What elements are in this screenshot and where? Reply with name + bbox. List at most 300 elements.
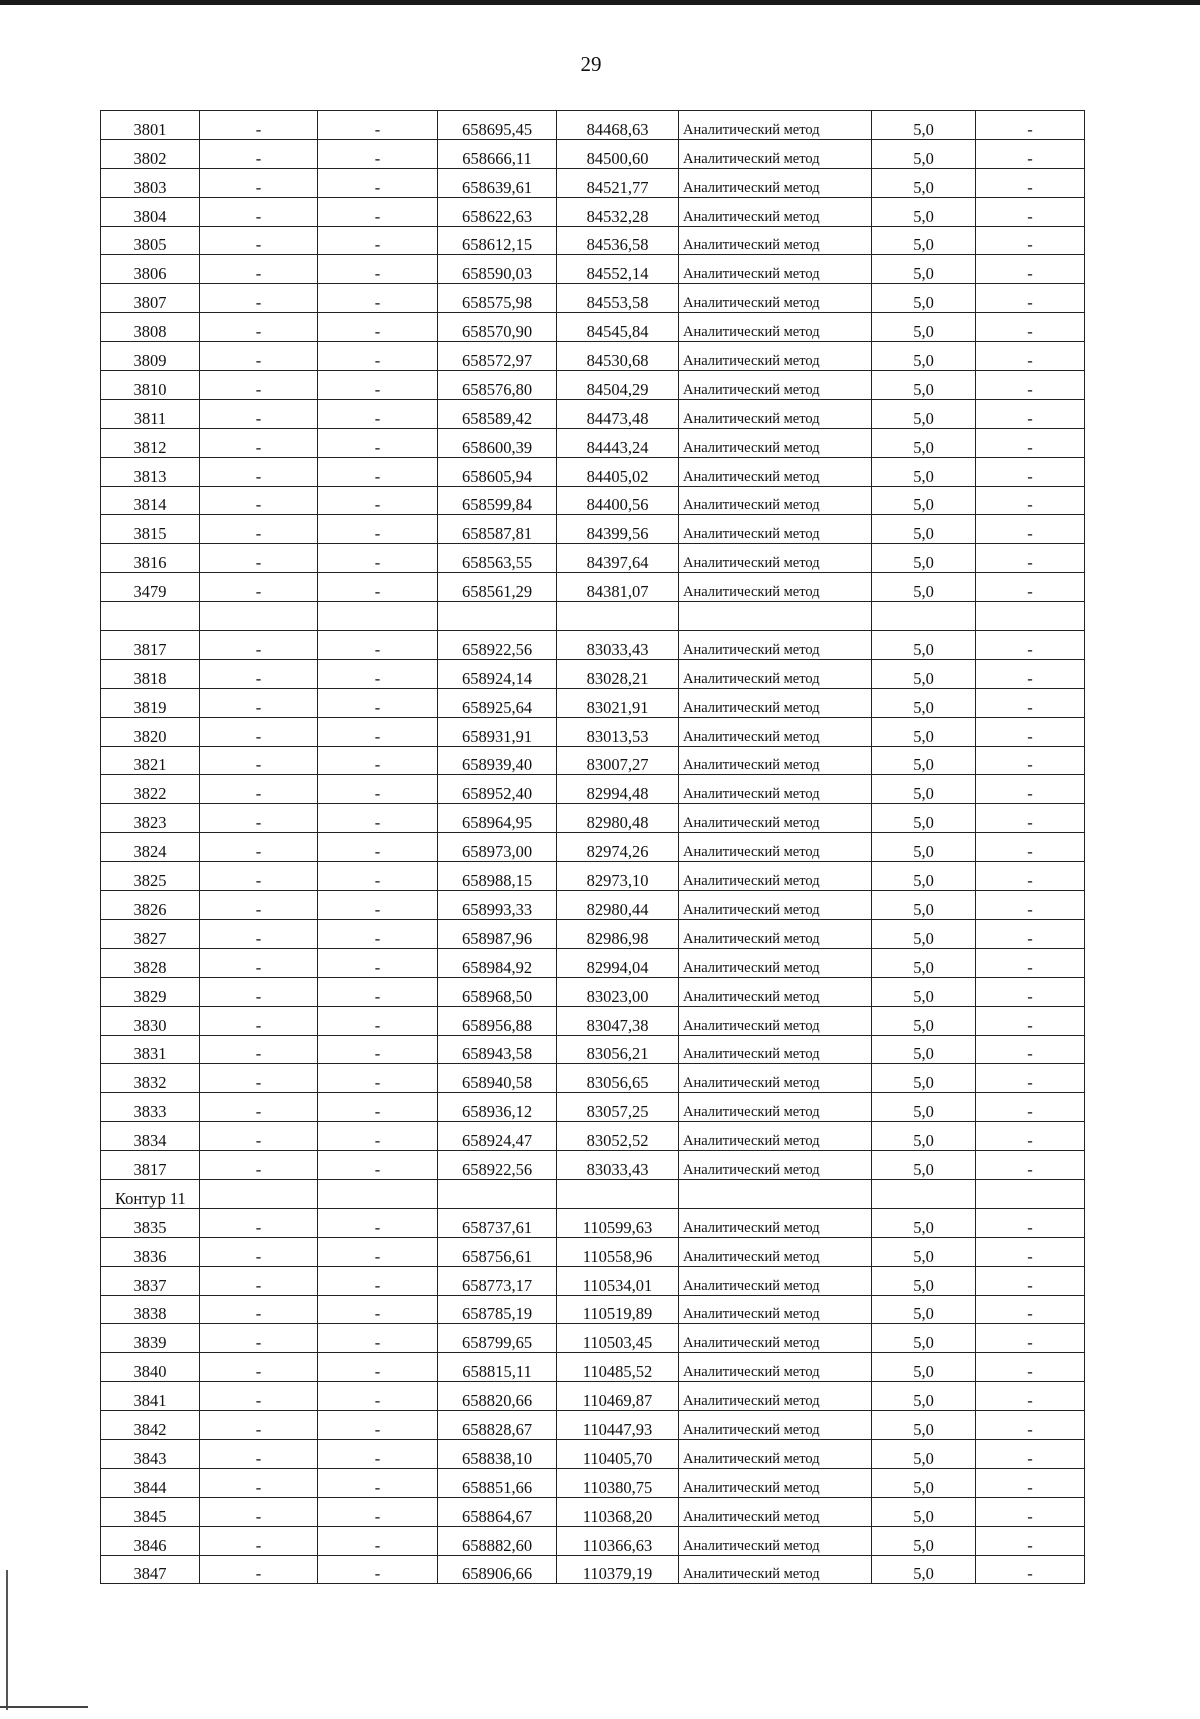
x-coordinate-cell: 658622,63 bbox=[438, 197, 557, 226]
table-row bbox=[101, 1006, 1085, 1035]
method-cell: Аналитический метод bbox=[679, 197, 872, 226]
col2-cell: - bbox=[200, 1035, 318, 1064]
x-coordinate-cell: 658666,11 bbox=[438, 139, 557, 168]
method-cell: Аналитический метод bbox=[679, 284, 872, 313]
col3-cell: - bbox=[318, 168, 438, 197]
col2-cell: - bbox=[200, 1006, 318, 1035]
point-number-cell: 3827 bbox=[101, 919, 200, 948]
table-row bbox=[101, 833, 1085, 862]
col2-cell: - bbox=[200, 1353, 318, 1382]
empty-cell bbox=[976, 1179, 1085, 1208]
method-cell: Аналитический метод bbox=[679, 977, 872, 1006]
y-coordinate-cell: 83056,21 bbox=[557, 1035, 679, 1064]
method-cell: Аналитический метод bbox=[679, 804, 872, 833]
point-number-cell: 3837 bbox=[101, 1266, 200, 1295]
y-coordinate-cell: 84400,56 bbox=[557, 486, 679, 515]
method-cell: Аналитический метод bbox=[679, 399, 872, 428]
accuracy-cell: 5,0 bbox=[872, 342, 976, 371]
col2-cell: - bbox=[200, 1151, 318, 1180]
accuracy-cell: 5,0 bbox=[872, 371, 976, 400]
col2-cell: - bbox=[200, 1208, 318, 1237]
accuracy-cell: 5,0 bbox=[872, 659, 976, 688]
accuracy-cell: 5,0 bbox=[872, 457, 976, 486]
accuracy-cell: 5,0 bbox=[872, 862, 976, 891]
point-number-cell bbox=[101, 602, 200, 631]
table-row bbox=[101, 1353, 1085, 1382]
method-cell: Аналитический метод bbox=[679, 833, 872, 862]
accuracy-cell bbox=[872, 602, 976, 631]
point-number-cell: 3817 bbox=[101, 1151, 200, 1180]
method-cell: Аналитический метод bbox=[679, 746, 872, 775]
table-row bbox=[101, 226, 1085, 255]
point-number-cell: 3847 bbox=[101, 1555, 200, 1584]
x-coordinate-cell: 658922,56 bbox=[438, 1151, 557, 1180]
point-number-cell: 3807 bbox=[101, 284, 200, 313]
table-row bbox=[101, 1295, 1085, 1324]
col8-cell: - bbox=[976, 862, 1085, 891]
method-cell: Аналитический метод bbox=[679, 1006, 872, 1035]
table-row bbox=[101, 371, 1085, 400]
col8-cell: - bbox=[976, 1006, 1085, 1035]
table-row bbox=[101, 1122, 1085, 1151]
top-border-line bbox=[0, 0, 1200, 5]
x-coordinate-cell: 658864,67 bbox=[438, 1497, 557, 1526]
point-number-cell: 3806 bbox=[101, 255, 200, 284]
point-number-cell: 3835 bbox=[101, 1208, 200, 1237]
accuracy-cell: 5,0 bbox=[872, 1093, 976, 1122]
table-row bbox=[101, 168, 1085, 197]
method-cell: Аналитический метод bbox=[679, 1411, 872, 1440]
table-row bbox=[101, 399, 1085, 428]
x-coordinate-cell: 658922,56 bbox=[438, 631, 557, 660]
col3-cell: - bbox=[318, 1411, 438, 1440]
col3-cell: - bbox=[318, 1151, 438, 1180]
coordinates-table bbox=[100, 110, 1085, 1584]
point-number-cell: 3823 bbox=[101, 804, 200, 833]
x-coordinate-cell: 658575,98 bbox=[438, 284, 557, 313]
method-cell: Аналитический метод bbox=[679, 1555, 872, 1584]
col8-cell: - bbox=[976, 977, 1085, 1006]
point-number-cell: 3843 bbox=[101, 1439, 200, 1468]
col8-cell: - bbox=[976, 139, 1085, 168]
col8-cell: - bbox=[976, 486, 1085, 515]
table-row bbox=[101, 544, 1085, 573]
col2-cell: - bbox=[200, 1093, 318, 1122]
accuracy-cell: 5,0 bbox=[872, 891, 976, 920]
y-coordinate-cell: 83033,43 bbox=[557, 1151, 679, 1180]
empty-cell bbox=[679, 1179, 872, 1208]
col8-cell: - bbox=[976, 891, 1085, 920]
method-cell: Аналитический метод bbox=[679, 1439, 872, 1468]
table-row bbox=[101, 313, 1085, 342]
col2-cell: - bbox=[200, 1526, 318, 1555]
point-number-cell: 3828 bbox=[101, 948, 200, 977]
col2-cell: - bbox=[200, 891, 318, 920]
method-cell: Аналитический метод bbox=[679, 111, 872, 140]
method-cell: Аналитический метод bbox=[679, 631, 872, 660]
col2-cell: - bbox=[200, 659, 318, 688]
accuracy-cell: 5,0 bbox=[872, 1526, 976, 1555]
table-row bbox=[101, 1382, 1085, 1411]
point-number-cell: 3808 bbox=[101, 313, 200, 342]
method-cell: Аналитический метод bbox=[679, 486, 872, 515]
col8-cell: - bbox=[976, 371, 1085, 400]
accuracy-cell: 5,0 bbox=[872, 399, 976, 428]
col3-cell: - bbox=[318, 313, 438, 342]
y-coordinate-cell: 110379,19 bbox=[557, 1555, 679, 1584]
col8-cell: - bbox=[976, 1555, 1085, 1584]
accuracy-cell: 5,0 bbox=[872, 1353, 976, 1382]
table-row bbox=[101, 688, 1085, 717]
col2-cell: - bbox=[200, 1324, 318, 1353]
x-coordinate-cell: 658952,40 bbox=[438, 775, 557, 804]
col3-cell: - bbox=[318, 919, 438, 948]
accuracy-cell: 5,0 bbox=[872, 139, 976, 168]
method-cell: Аналитический метод bbox=[679, 862, 872, 891]
x-coordinate-cell: 658988,15 bbox=[438, 862, 557, 891]
page-number: 29 bbox=[580, 52, 602, 76]
col2-cell: - bbox=[200, 1411, 318, 1440]
point-number-cell: 3811 bbox=[101, 399, 200, 428]
col3-cell: - bbox=[318, 111, 438, 140]
col8-cell: - bbox=[976, 111, 1085, 140]
col2-cell: - bbox=[200, 284, 318, 313]
x-coordinate-cell: 658882,60 bbox=[438, 1526, 557, 1555]
x-coordinate-cell: 658599,84 bbox=[438, 486, 557, 515]
col2-cell bbox=[200, 602, 318, 631]
table-row bbox=[101, 977, 1085, 1006]
y-coordinate-cell: 82994,48 bbox=[557, 775, 679, 804]
point-number-cell: 3814 bbox=[101, 486, 200, 515]
col8-cell: - bbox=[976, 919, 1085, 948]
col2-cell: - bbox=[200, 515, 318, 544]
accuracy-cell: 5,0 bbox=[872, 197, 976, 226]
y-coordinate-cell: 83021,91 bbox=[557, 688, 679, 717]
y-coordinate-cell: 83013,53 bbox=[557, 717, 679, 746]
col2-cell: - bbox=[200, 139, 318, 168]
point-number-cell: 3836 bbox=[101, 1237, 200, 1266]
y-coordinate-cell: 83033,43 bbox=[557, 631, 679, 660]
col3-cell: - bbox=[318, 1006, 438, 1035]
method-cell: Аналитический метод bbox=[679, 1237, 872, 1266]
method-cell: Аналитический метод bbox=[679, 139, 872, 168]
col2-cell: - bbox=[200, 486, 318, 515]
col8-cell: - bbox=[976, 1295, 1085, 1324]
col2-cell: - bbox=[200, 804, 318, 833]
y-coordinate-cell: 110366,63 bbox=[557, 1526, 679, 1555]
method-cell: Аналитический метод bbox=[679, 255, 872, 284]
method-cell: Аналитический метод bbox=[679, 573, 872, 602]
method-cell: Аналитический метод bbox=[679, 1208, 872, 1237]
col8-cell: - bbox=[976, 1064, 1085, 1093]
col8-cell: - bbox=[976, 1411, 1085, 1440]
col2-cell: - bbox=[200, 717, 318, 746]
table-row bbox=[101, 486, 1085, 515]
table-row bbox=[101, 775, 1085, 804]
point-number-cell: 3844 bbox=[101, 1468, 200, 1497]
accuracy-cell: 5,0 bbox=[872, 833, 976, 862]
table-row bbox=[101, 1093, 1085, 1122]
col3-cell: - bbox=[318, 1353, 438, 1382]
y-coordinate-cell: 110534,01 bbox=[557, 1266, 679, 1295]
point-number-cell: 3804 bbox=[101, 197, 200, 226]
col3-cell: - bbox=[318, 659, 438, 688]
method-cell: Аналитический метод bbox=[679, 168, 872, 197]
col8-cell: - bbox=[976, 659, 1085, 688]
y-coordinate-cell: 84397,64 bbox=[557, 544, 679, 573]
col3-cell: - bbox=[318, 342, 438, 371]
col2-cell: - bbox=[200, 631, 318, 660]
point-number-cell: 3802 bbox=[101, 139, 200, 168]
col2-cell: - bbox=[200, 1266, 318, 1295]
method-cell: Аналитический метод bbox=[679, 1151, 872, 1180]
x-coordinate-cell: 658737,61 bbox=[438, 1208, 557, 1237]
x-coordinate-cell: 658587,81 bbox=[438, 515, 557, 544]
col8-cell: - bbox=[976, 688, 1085, 717]
col3-cell: - bbox=[318, 1555, 438, 1584]
x-coordinate-cell: 658838,10 bbox=[438, 1439, 557, 1468]
y-coordinate-cell: 110503,45 bbox=[557, 1324, 679, 1353]
col3-cell: - bbox=[318, 139, 438, 168]
col8-cell: - bbox=[976, 515, 1085, 544]
y-coordinate-cell: 84504,29 bbox=[557, 371, 679, 400]
method-cell: Аналитический метод bbox=[679, 1122, 872, 1151]
accuracy-cell: 5,0 bbox=[872, 1208, 976, 1237]
col3-cell: - bbox=[318, 399, 438, 428]
y-coordinate-cell: 110469,87 bbox=[557, 1382, 679, 1411]
x-coordinate-cell: 658820,66 bbox=[438, 1382, 557, 1411]
col2-cell: - bbox=[200, 1497, 318, 1526]
table-row bbox=[101, 573, 1085, 602]
col3-cell: - bbox=[318, 1497, 438, 1526]
accuracy-cell: 5,0 bbox=[872, 486, 976, 515]
col8-cell: - bbox=[976, 457, 1085, 486]
accuracy-cell: 5,0 bbox=[872, 977, 976, 1006]
col3-cell: - bbox=[318, 573, 438, 602]
method-cell: Аналитический метод bbox=[679, 1295, 872, 1324]
accuracy-cell: 5,0 bbox=[872, 631, 976, 660]
x-coordinate-cell: 658924,47 bbox=[438, 1122, 557, 1151]
col2-cell: - bbox=[200, 1064, 318, 1093]
point-number-cell: 3801 bbox=[101, 111, 200, 140]
table-row bbox=[101, 717, 1085, 746]
point-number-cell: 3805 bbox=[101, 226, 200, 255]
method-cell: Аналитический метод bbox=[679, 515, 872, 544]
col3-cell: - bbox=[318, 1035, 438, 1064]
col2-cell: - bbox=[200, 1468, 318, 1497]
col2-cell: - bbox=[200, 111, 318, 140]
table-row bbox=[101, 1064, 1085, 1093]
y-coordinate-cell: 110405,70 bbox=[557, 1439, 679, 1468]
col2-cell: - bbox=[200, 1122, 318, 1151]
x-coordinate-cell: 658984,92 bbox=[438, 948, 557, 977]
x-coordinate-cell: 658612,15 bbox=[438, 226, 557, 255]
col8-cell: - bbox=[976, 1353, 1085, 1382]
x-coordinate-cell: 658639,61 bbox=[438, 168, 557, 197]
method-cell: Аналитический метод bbox=[679, 1353, 872, 1382]
table-row bbox=[101, 1468, 1085, 1497]
x-coordinate-cell: 658906,66 bbox=[438, 1555, 557, 1584]
accuracy-cell: 5,0 bbox=[872, 1151, 976, 1180]
accuracy-cell: 5,0 bbox=[872, 313, 976, 342]
col2-cell: - bbox=[200, 573, 318, 602]
col2-cell: - bbox=[200, 1295, 318, 1324]
accuracy-cell: 5,0 bbox=[872, 573, 976, 602]
col8-cell: - bbox=[976, 775, 1085, 804]
accuracy-cell: 5,0 bbox=[872, 1295, 976, 1324]
x-coordinate-cell: 658563,55 bbox=[438, 544, 557, 573]
col2-cell: - bbox=[200, 428, 318, 457]
table-row bbox=[101, 746, 1085, 775]
point-number-cell: 3810 bbox=[101, 371, 200, 400]
point-number-cell: 3841 bbox=[101, 1382, 200, 1411]
table-row bbox=[101, 1035, 1085, 1064]
y-coordinate-cell: 110599,63 bbox=[557, 1208, 679, 1237]
col3-cell: - bbox=[318, 948, 438, 977]
accuracy-cell: 5,0 bbox=[872, 515, 976, 544]
table-row bbox=[101, 284, 1085, 313]
col3-cell: - bbox=[318, 1064, 438, 1093]
table-row bbox=[101, 1411, 1085, 1440]
point-number-cell: 3830 bbox=[101, 1006, 200, 1035]
point-number-cell: 3812 bbox=[101, 428, 200, 457]
method-cell: Аналитический метод bbox=[679, 659, 872, 688]
accuracy-cell: 5,0 bbox=[872, 688, 976, 717]
method-cell bbox=[679, 602, 872, 631]
method-cell: Аналитический метод bbox=[679, 919, 872, 948]
method-cell: Аналитический метод bbox=[679, 1497, 872, 1526]
accuracy-cell: 5,0 bbox=[872, 919, 976, 948]
x-coordinate-cell: 658936,12 bbox=[438, 1093, 557, 1122]
col3-cell: - bbox=[318, 1295, 438, 1324]
accuracy-cell: 5,0 bbox=[872, 1237, 976, 1266]
y-coordinate-cell: 84500,60 bbox=[557, 139, 679, 168]
method-cell: Аналитический метод bbox=[679, 1064, 872, 1093]
x-coordinate-cell: 658815,11 bbox=[438, 1353, 557, 1382]
col8-cell: - bbox=[976, 1439, 1085, 1468]
y-coordinate-cell: 82973,10 bbox=[557, 862, 679, 891]
col3-cell: - bbox=[318, 284, 438, 313]
y-coordinate-cell: 84399,56 bbox=[557, 515, 679, 544]
col8-cell: - bbox=[976, 1208, 1085, 1237]
y-coordinate-cell: 83052,52 bbox=[557, 1122, 679, 1151]
col8-cell: - bbox=[976, 717, 1085, 746]
point-number-cell: 3479 bbox=[101, 573, 200, 602]
accuracy-cell: 5,0 bbox=[872, 746, 976, 775]
accuracy-cell: 5,0 bbox=[872, 1122, 976, 1151]
col3-cell: - bbox=[318, 197, 438, 226]
col8-cell: - bbox=[976, 804, 1085, 833]
method-cell: Аналитический метод bbox=[679, 891, 872, 920]
col3-cell: - bbox=[318, 775, 438, 804]
x-coordinate-cell: 658993,33 bbox=[438, 891, 557, 920]
col2-cell: - bbox=[200, 399, 318, 428]
table-body bbox=[101, 111, 1085, 1584]
col8-cell: - bbox=[976, 1266, 1085, 1295]
x-coordinate-cell: 658605,94 bbox=[438, 457, 557, 486]
col3-cell: - bbox=[318, 862, 438, 891]
method-cell: Аналитический метод bbox=[679, 1526, 872, 1555]
point-number-cell: 3834 bbox=[101, 1122, 200, 1151]
accuracy-cell: 5,0 bbox=[872, 1064, 976, 1093]
accuracy-cell: 5,0 bbox=[872, 1411, 976, 1440]
col8-cell bbox=[976, 602, 1085, 631]
col2-cell: - bbox=[200, 948, 318, 977]
y-coordinate-cell: 84468,63 bbox=[557, 111, 679, 140]
col3-cell: - bbox=[318, 544, 438, 573]
method-cell: Аналитический метод bbox=[679, 688, 872, 717]
col8-cell: - bbox=[976, 833, 1085, 862]
col8-cell: - bbox=[976, 313, 1085, 342]
col3-cell: - bbox=[318, 1237, 438, 1266]
col3-cell: - bbox=[318, 1266, 438, 1295]
table-row bbox=[101, 428, 1085, 457]
table-row bbox=[101, 197, 1085, 226]
table-row bbox=[101, 1324, 1085, 1353]
point-number-cell: 3818 bbox=[101, 659, 200, 688]
method-cell: Аналитический метод bbox=[679, 544, 872, 573]
y-coordinate-cell: 83056,65 bbox=[557, 1064, 679, 1093]
y-coordinate-cell: 83023,00 bbox=[557, 977, 679, 1006]
y-coordinate-cell: 84530,68 bbox=[557, 342, 679, 371]
x-coordinate-cell bbox=[438, 602, 557, 631]
y-coordinate-cell: 84532,28 bbox=[557, 197, 679, 226]
point-number-cell: 3829 bbox=[101, 977, 200, 1006]
col2-cell: - bbox=[200, 168, 318, 197]
method-cell: Аналитический метод bbox=[679, 1266, 872, 1295]
col2-cell: - bbox=[200, 862, 318, 891]
point-number-cell: 3846 bbox=[101, 1526, 200, 1555]
col8-cell: - bbox=[976, 544, 1085, 573]
point-number-cell: 3825 bbox=[101, 862, 200, 891]
x-coordinate-cell: 658956,88 bbox=[438, 1006, 557, 1035]
col8-cell: - bbox=[976, 1035, 1085, 1064]
y-coordinate-cell: 110485,52 bbox=[557, 1353, 679, 1382]
empty-cell bbox=[872, 1179, 976, 1208]
x-coordinate-cell: 658756,61 bbox=[438, 1237, 557, 1266]
col3-cell: - bbox=[318, 1439, 438, 1468]
method-cell: Аналитический метод bbox=[679, 457, 872, 486]
point-number-cell: 3840 bbox=[101, 1353, 200, 1382]
col8-cell: - bbox=[976, 428, 1085, 457]
accuracy-cell: 5,0 bbox=[872, 111, 976, 140]
method-cell: Аналитический метод bbox=[679, 313, 872, 342]
accuracy-cell: 5,0 bbox=[872, 775, 976, 804]
x-coordinate-cell: 658799,65 bbox=[438, 1324, 557, 1353]
point-number-cell: 3809 bbox=[101, 342, 200, 371]
accuracy-cell: 5,0 bbox=[872, 1497, 976, 1526]
col8-cell: - bbox=[976, 197, 1085, 226]
col2-cell: - bbox=[200, 1555, 318, 1584]
point-number-cell: 3803 bbox=[101, 168, 200, 197]
method-cell: Аналитический метод bbox=[679, 371, 872, 400]
col2-cell: - bbox=[200, 457, 318, 486]
point-number-cell: 3816 bbox=[101, 544, 200, 573]
empty-cell bbox=[318, 1179, 438, 1208]
col3-cell: - bbox=[318, 804, 438, 833]
y-coordinate-cell: 84521,77 bbox=[557, 168, 679, 197]
x-coordinate-cell: 658931,91 bbox=[438, 717, 557, 746]
x-coordinate-cell: 658695,45 bbox=[438, 111, 557, 140]
col3-cell: - bbox=[318, 226, 438, 255]
method-cell: Аналитический метод bbox=[679, 1093, 872, 1122]
x-coordinate-cell: 658572,97 bbox=[438, 342, 557, 371]
y-coordinate-cell: 83057,25 bbox=[557, 1093, 679, 1122]
col8-cell: - bbox=[976, 1093, 1085, 1122]
table-row bbox=[101, 255, 1085, 284]
col2-cell: - bbox=[200, 746, 318, 775]
col2-cell: - bbox=[200, 833, 318, 862]
